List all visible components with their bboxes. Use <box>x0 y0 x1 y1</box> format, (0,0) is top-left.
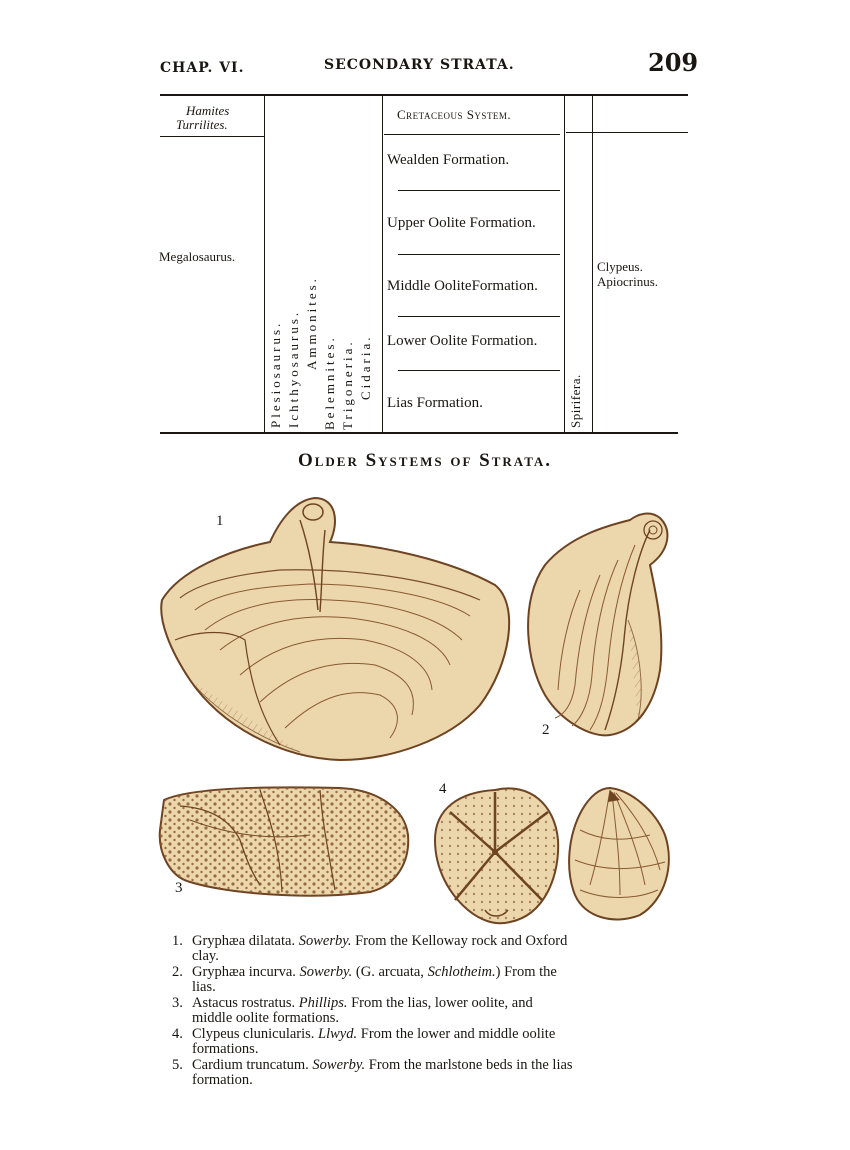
running-head-chapter: CHAP. VI. <box>160 60 245 76</box>
vertical-label-plesiosaurus: Plesiosaurus. <box>268 320 283 428</box>
caption-line: middle oolite formations. <box>192 1010 339 1026</box>
fossil-clypeus-clunicularis <box>435 788 558 923</box>
vertical-label-belemnites: Belemnites. <box>322 335 337 430</box>
table-column-rule <box>264 96 265 432</box>
table-cell-spirifera: Spirifera. <box>568 374 583 428</box>
formation-divider <box>398 316 560 317</box>
fossil-cardium-truncatum <box>569 788 669 919</box>
figure-label-3: 3 <box>175 880 183 896</box>
table-rule <box>384 134 560 135</box>
fossil-astacus-rostratus <box>160 787 408 895</box>
formation-wealden: Wealden Formation. <box>387 152 510 168</box>
vertical-label-cidaria: Cidaria. <box>358 334 373 400</box>
formation-lias: Lias Formation. <box>387 395 483 411</box>
system-heading: Cretaceous System. <box>397 107 512 122</box>
caption-line: clay. <box>192 948 219 964</box>
caption-line: 4. Clypeus clunicularis. Llwyd. From the lower and middle oolite <box>172 1026 556 1042</box>
formation-divider <box>398 254 560 255</box>
caption-line: 2. Gryphæa incurva. Sowerby. (G. arcuata, Schlotheim.) From the <box>172 964 557 980</box>
table-cell-clypeus: Clypeus. <box>597 259 643 274</box>
caption-line: formations. <box>192 1041 259 1057</box>
figure-label-4: 4 <box>439 781 447 797</box>
caption-line: 3. Astacus rostratus. Phillips. From the lias, lower oolite, and <box>172 995 533 1011</box>
formation-divider <box>398 370 560 371</box>
fossil-plate <box>150 490 710 930</box>
table-column-rule <box>382 96 383 432</box>
figure-captions <box>172 934 692 1089</box>
figure-label-2: 2 <box>542 722 550 738</box>
table-cell-megalosaurus: Megalosaurus. <box>159 249 236 264</box>
caption-line: lias. <box>192 979 216 995</box>
fossil-gryphaea-incurva <box>528 514 667 736</box>
vertical-label-ammonites: Ammonites. <box>304 276 319 370</box>
table-top-rule <box>160 94 688 96</box>
caption-line: formation. <box>192 1072 253 1088</box>
fossil-gryphaea-dilatata <box>161 498 509 760</box>
section-title: Older Systems of Strata. <box>297 450 553 471</box>
table-rule <box>160 136 264 137</box>
table-cell-apiocrinus: Apiocrinus. <box>597 274 659 289</box>
page-number: 209 <box>648 48 699 77</box>
formation-divider <box>398 190 560 191</box>
caption-line: 5. Cardium truncatum. Sowerby. From the marlstone beds in the lias <box>172 1057 573 1073</box>
vertical-label-trigoneria: Trigoneria. <box>340 339 355 430</box>
table-rule <box>566 132 688 133</box>
table-cell-turrilites: Turrilites. <box>176 117 228 132</box>
formation-lower-oolite: Lower Oolite Formation. <box>387 333 538 349</box>
figure-label-1: 1 <box>216 513 224 529</box>
vertical-label-ichthyosaurus: Ichthyosaurus. <box>286 309 301 428</box>
caption-line: 1. Gryphæa dilatata. Sowerby. From the Kelloway rock and Oxford <box>172 933 568 949</box>
formation-upper-oolite: Upper Oolite Formation. <box>387 215 536 231</box>
table-column-rule <box>564 96 565 432</box>
formation-middle-oolite: Middle OoliteFormation. <box>387 278 538 294</box>
running-head-title: SECONDARY STRATA. <box>324 57 515 73</box>
table-bottom-rule <box>160 432 678 434</box>
table-column-rule <box>592 96 593 432</box>
table-cell-hamites: Hamites <box>186 103 230 118</box>
